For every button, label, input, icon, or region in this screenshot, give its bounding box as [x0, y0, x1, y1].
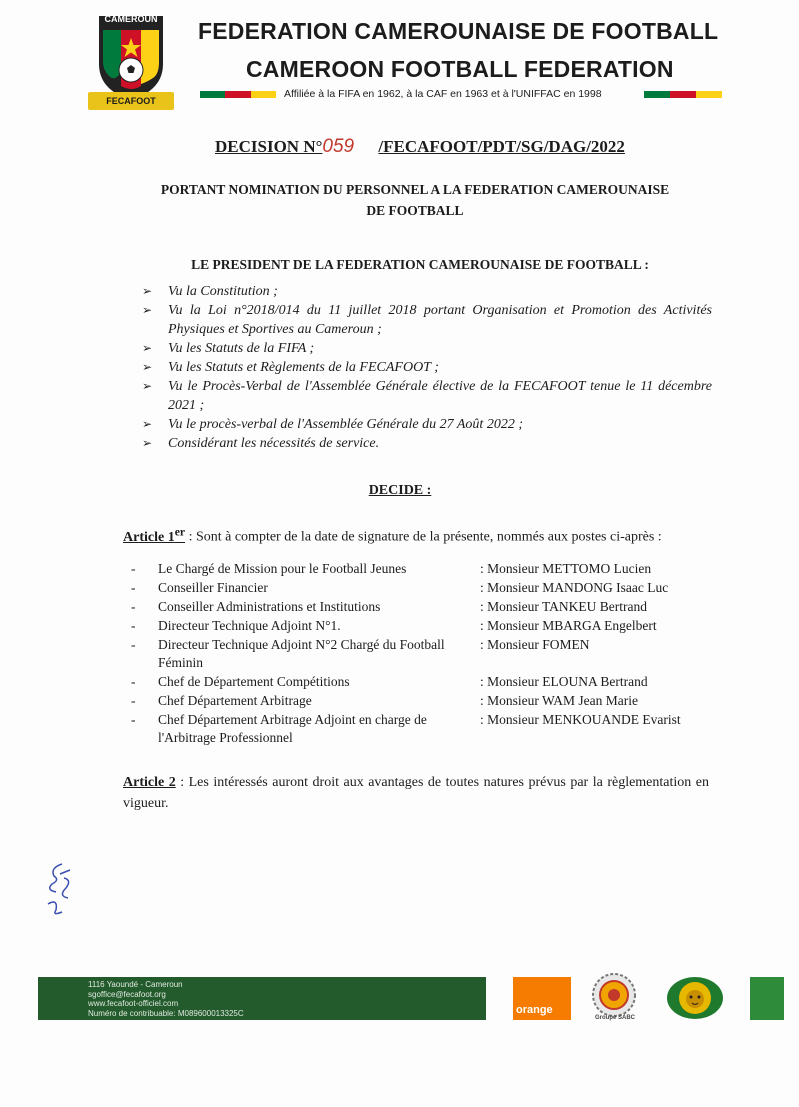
footer-email: sgoffice@fecafoot.org — [88, 989, 166, 999]
decision-subject: PORTANT NOMINATION DU PERSONNEL A LA FEDERATION CAMEROUNAISE DE FOOTBALL — [160, 182, 670, 218]
consideration-item: ➢ Vu les Statuts de la FIFA ; — [142, 341, 315, 356]
logo-text-top: CAMEROUN — [104, 14, 158, 24]
considerations-list — [142, 282, 712, 453]
president-heading: LE PRESIDENT DE LA FEDERATION CAMEROUNAISE DE FOOTBALL : — [191, 257, 649, 272]
lion-emblem-logo — [666, 976, 724, 1020]
appointment-row: - Directeur Technique Adjoint N°1. : Monsieur MBARGA Engelbert — [131, 618, 657, 633]
consideration-item: ➢ Considérant les nécessités de service. — [142, 436, 380, 451]
footer-green-block — [750, 977, 784, 1020]
footer-website: www.fecafoot-officiel.com — [88, 999, 179, 1008]
appointment-row: - Le Chargé de Mission pour le Football Jeunes : Monsieur METTOMO Lucien — [131, 561, 652, 576]
article-2-label: Article 2 — [123, 775, 176, 790]
federation-title-fr: FEDERATION CAMEROUNAISE DE FOOTBALL — [198, 18, 719, 44]
article-1: Article 1er : Sont à compter de la date de signature de la présente, nommés aux postes ci-après : — [123, 525, 662, 545]
arrow-icon: ➢ — [142, 379, 153, 393]
sabc-caption: Groupe SABC — [594, 1015, 635, 1021]
flag-stripe-right — [644, 91, 722, 98]
footer-contact-bar — [38, 977, 486, 1020]
appointment-row: - Chef de Département Compétitions : Monsieur ELOUNA Bertrand — [131, 674, 648, 689]
logo-ribbon: FECAFOOT — [88, 92, 174, 110]
consideration-item: ➢ Vu la Loi n°2018/014 du 11 juillet 2018 portant Organisation et Promotion des Activités Physiques et Sportives au Cameroun ; — [142, 303, 712, 337]
appointment-row: - Conseiller Financier : Monsieur MANDONG Isaac Luc — [131, 580, 669, 595]
consideration-item: ➢ Vu le procès-verbal de l'Assemblée Générale du 27 Août 2022 ; — [142, 417, 523, 432]
affiliation-line: Affiliée à la FIFA en 1962, à la CAF en 1963 et à l'UNIFFAC en 1998 — [284, 88, 602, 100]
flag-stripe-left — [200, 91, 276, 98]
article-2: Article 2 : Les intéressés auront droit aux avantages de toutes natures prévus par la règlementation en vigueur. — [123, 775, 709, 811]
orange-sponsor-logo: orange — [513, 977, 571, 1020]
appointment-row: - Directeur Technique Adjoint N°2 Chargé du Football Féminin : Monsieur FOMEN — [131, 637, 590, 670]
arrow-icon: ➢ — [142, 436, 153, 450]
consideration-item: ➢ Vu les Statuts et Règlements de la FECAFOOT ; — [142, 360, 439, 375]
footer-tax-number: Numéro de contribuable: M089600013325C — [88, 1008, 244, 1018]
federation-title-en: CAMEROON FOOTBALL FEDERATION — [246, 56, 674, 82]
decision-number: DECISION N°059 /FECAFOOT/PDT/SG/DAG/2022 — [215, 136, 625, 157]
decide-heading: DECIDE : — [368, 483, 432, 498]
arrow-icon: ➢ — [142, 303, 153, 317]
arrow-icon: ➢ — [142, 417, 153, 431]
handwritten-number: 059 — [322, 136, 355, 157]
handwritten-initials — [40, 858, 80, 918]
arrow-icon: ➢ — [142, 284, 153, 298]
article-1-label: Article 1er — [123, 525, 186, 545]
arrow-icon: ➢ — [142, 360, 153, 374]
consideration-item: ➢ Vu le Procès-Verbal de l'Assemblée Générale élective de la FECAFOOT tenue le 11 décembre 2021 ; — [142, 379, 712, 413]
footer-address: 1116 Yaoundé - Cameroun — [88, 980, 183, 989]
appointment-row: - Chef Département Arbitrage : Monsieur WAM Jean Marie — [131, 693, 638, 708]
appointment-row: - Chef Département Arbitrage Adjoint en charge de l'Arbitrage Professionnel : Monsieur MENKOUANDE Evarist — [131, 712, 681, 745]
consideration-item: ➢ Vu la Constitution ; — [142, 284, 278, 299]
appointments-list — [131, 560, 731, 748]
fecafoot-logo — [95, 12, 167, 102]
arrow-icon: ➢ — [142, 341, 153, 355]
appointment-row: - Conseiller Administrations et Institutions : Monsieur TANKEU Bertrand — [131, 599, 648, 614]
